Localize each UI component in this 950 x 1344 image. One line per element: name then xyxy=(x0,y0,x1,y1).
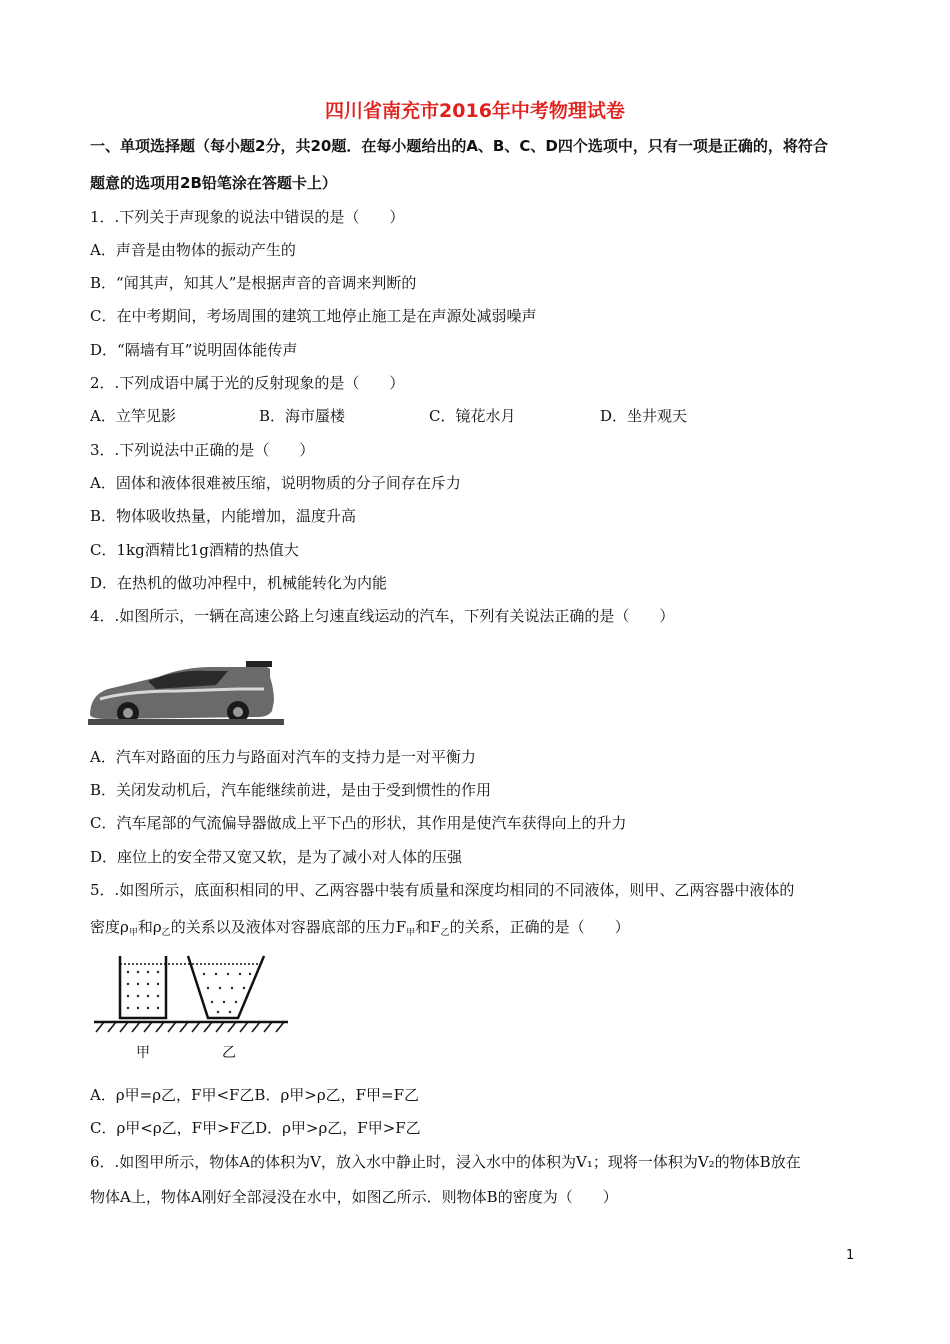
q1-option-d: D．“隔墙有耳”说明固体能传声 xyxy=(90,341,298,359)
page-number: 1 xyxy=(846,1248,855,1263)
q4-option-c: C．汽车尾部的气流偏导器做成上平下凸的形状，其作用是使汽车获得向上的升力 xyxy=(90,814,627,832)
car-figure xyxy=(88,655,284,725)
q2-option-a: A．立竿见影 xyxy=(90,407,176,425)
q1-option-a: A．声音是由物体的振动产生的 xyxy=(90,241,296,259)
q5-options-ab: A．ρ甲=ρ乙，F甲<F乙B．ρ甲>ρ乙，F甲=F乙 xyxy=(90,1086,420,1104)
q1-stem: 1．.下列关于声现象的说法中错误的是（ ） xyxy=(90,208,405,226)
q3-option-d: D．在热机的做功冲程中，机械能转化为内能 xyxy=(90,574,388,592)
q2-option-c: C．镜花水月 xyxy=(429,407,516,425)
q1-option-c: C．在中考期间，考场周围的建筑工地停止施工是在声源处减弱噪声 xyxy=(90,307,537,325)
section-heading-line2: 题意的选项用2B铅笔涂在答题卡上） xyxy=(90,174,337,192)
q3-stem: 3．.下列说法中正确的是（ ） xyxy=(90,441,315,459)
q3-option-c: C．1kg酒精比1g酒精的热值大 xyxy=(90,541,299,559)
containers-figure xyxy=(92,950,292,1065)
q4-stem: 4．.如图所示，一辆在高速公路上匀速直线运动的汽车，下列有关说法正确的是（ ） xyxy=(90,607,675,625)
q1-option-b: B．“闻其声，知其人”是根据声音的音调来判断的 xyxy=(90,274,417,292)
q5-stem-line2: 密度$\rho_甲$和$\rho_乙$的关系以及液体对容器底部的压力$F_甲$和$F_乙$的关系，正确的是（ ） xyxy=(90,918,630,938)
label-container-jia: 甲 xyxy=(136,1045,150,1061)
q5-options-cd: C．ρ甲<ρ乙，F甲>F乙D．ρ甲>ρ乙，F甲>F乙 xyxy=(90,1119,421,1137)
q3-option-b: B．物体吸收热量，内能增加，温度升高 xyxy=(90,507,357,525)
q2-option-b: B．海市蜃楼 xyxy=(259,407,346,425)
q2-option-d: D．坐井观天 xyxy=(600,407,688,425)
label-container-yi: 乙 xyxy=(222,1045,236,1061)
q4-option-b: B．关闭发动机后，汽车能继续前进，是由于受到惯性的作用 xyxy=(90,781,492,799)
q4-option-d: D．座位上的安全带又宽又软，是为了减小对人体的压强 xyxy=(90,848,463,866)
q5-stem-line1: 5．.如图所示，底面积相同的甲、乙两容器中装有质量和深度均相同的不同液体，则甲、乙两容器中液体的 xyxy=(90,881,795,899)
q4-option-a: A．汽车对路面的压力与路面对汽车的支持力是一对平衡力 xyxy=(90,748,476,766)
q3-option-a: A．固体和液体很难被压缩，说明物质的分子间存在斥力 xyxy=(90,474,461,492)
q6-stem-line1: 6．.如图甲所示，物体A的体积为V，放入水中静止时，浸入水中的体积为V₁；现将一体积为V₂的物体B放在 xyxy=(90,1153,801,1171)
section-heading-line1: 一、单项选择题（每小题2分，共20题．在每小题给出的A、B、C、D四个选项中，只有一项是正确的，将符合 xyxy=(90,137,828,155)
containers-drawing xyxy=(92,950,292,1065)
q6-stem-line2: 物体A上，物体A刚好全部浸没在水中，如图乙所示．则物体B的密度为（ ） xyxy=(90,1188,618,1206)
q2-stem: 2．.下列成语中属于光的反射现象的是（ ） xyxy=(90,374,405,392)
page-title: 四川省南充市2016年中考物理试卷 xyxy=(325,100,625,122)
